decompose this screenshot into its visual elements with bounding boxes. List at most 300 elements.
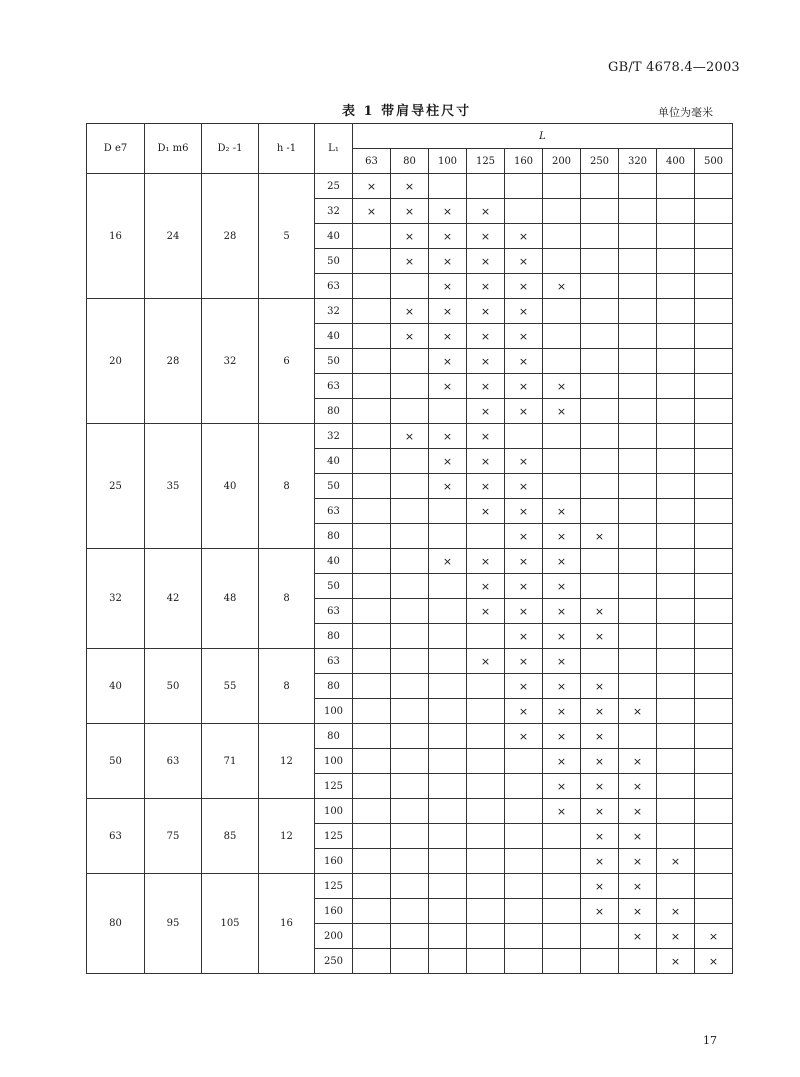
availability-mark: × — [619, 849, 657, 874]
empty-cell — [695, 824, 733, 849]
availability-mark: × — [543, 374, 581, 399]
empty-cell — [619, 349, 657, 374]
availability-mark: × — [505, 499, 543, 524]
empty-cell — [391, 399, 429, 424]
cell-l1: 63 — [315, 599, 353, 624]
empty-cell — [353, 824, 391, 849]
empty-cell — [619, 424, 657, 449]
cell-d: 32 — [87, 549, 145, 649]
availability-mark: × — [543, 674, 581, 699]
empty-cell — [695, 524, 733, 549]
availability-mark: × — [467, 224, 505, 249]
availability-mark: × — [429, 474, 467, 499]
empty-cell — [543, 199, 581, 224]
empty-cell — [581, 924, 619, 949]
empty-cell — [619, 574, 657, 599]
empty-cell — [695, 874, 733, 899]
empty-cell — [581, 374, 619, 399]
availability-mark: × — [505, 674, 543, 699]
empty-cell — [467, 524, 505, 549]
availability-mark: × — [467, 299, 505, 324]
empty-cell — [353, 924, 391, 949]
cell-d2: 55 — [202, 649, 259, 724]
cell-h: 16 — [259, 874, 315, 974]
availability-mark: × — [543, 499, 581, 524]
empty-cell — [353, 724, 391, 749]
l-value-header: 63 — [353, 149, 391, 174]
availability-mark: × — [543, 274, 581, 299]
empty-cell — [391, 924, 429, 949]
cell-l1: 25 — [315, 174, 353, 199]
empty-cell — [657, 874, 695, 899]
availability-mark: × — [695, 949, 733, 974]
empty-cell — [543, 324, 581, 349]
availability-mark: × — [467, 549, 505, 574]
empty-cell — [391, 774, 429, 799]
empty-cell — [581, 449, 619, 474]
availability-mark: × — [619, 699, 657, 724]
empty-cell — [695, 724, 733, 749]
empty-cell — [543, 424, 581, 449]
empty-cell — [353, 299, 391, 324]
empty-cell — [505, 849, 543, 874]
empty-cell — [543, 449, 581, 474]
cell-l1: 80 — [315, 674, 353, 699]
availability-mark: × — [505, 274, 543, 299]
empty-cell — [657, 324, 695, 349]
empty-cell — [657, 524, 695, 549]
empty-cell — [619, 624, 657, 649]
availability-mark: × — [467, 449, 505, 474]
availability-mark: × — [543, 724, 581, 749]
empty-cell — [353, 624, 391, 649]
empty-cell — [467, 849, 505, 874]
table-row — [87, 799, 733, 824]
cell-l1: 40 — [315, 224, 353, 249]
empty-cell — [695, 324, 733, 349]
availability-mark: × — [619, 799, 657, 824]
empty-cell — [429, 574, 467, 599]
empty-cell — [695, 774, 733, 799]
empty-cell — [657, 674, 695, 699]
availability-mark: × — [429, 374, 467, 399]
availability-mark: × — [619, 874, 657, 899]
cell-d2: 48 — [202, 549, 259, 649]
empty-cell — [581, 249, 619, 274]
empty-cell — [467, 174, 505, 199]
empty-cell — [657, 599, 695, 624]
empty-cell — [695, 224, 733, 249]
empty-cell — [353, 699, 391, 724]
empty-cell — [429, 749, 467, 774]
cell-h: 8 — [259, 549, 315, 649]
cell-d: 63 — [87, 799, 145, 874]
availability-mark: × — [467, 649, 505, 674]
availability-mark: × — [581, 624, 619, 649]
availability-mark: × — [581, 524, 619, 549]
availability-mark: × — [467, 249, 505, 274]
empty-cell — [619, 299, 657, 324]
empty-cell — [391, 674, 429, 699]
empty-cell — [391, 549, 429, 574]
empty-cell — [657, 649, 695, 674]
availability-mark: × — [429, 199, 467, 224]
empty-cell — [543, 174, 581, 199]
cell-d2: 85 — [202, 799, 259, 874]
empty-cell — [619, 674, 657, 699]
availability-mark: × — [581, 724, 619, 749]
empty-cell — [391, 624, 429, 649]
empty-cell — [353, 949, 391, 974]
empty-cell — [619, 949, 657, 974]
empty-cell — [391, 799, 429, 824]
availability-mark: × — [657, 899, 695, 924]
availability-mark: × — [429, 549, 467, 574]
empty-cell — [391, 599, 429, 624]
empty-cell — [581, 949, 619, 974]
availability-mark: × — [543, 774, 581, 799]
cell-l1: 125 — [315, 874, 353, 899]
availability-mark: × — [505, 599, 543, 624]
empty-cell — [619, 474, 657, 499]
cell-h: 12 — [259, 799, 315, 874]
availability-mark: × — [657, 949, 695, 974]
cell-d1: 35 — [145, 424, 202, 549]
availability-mark: × — [543, 524, 581, 549]
cell-l1: 160 — [315, 849, 353, 874]
availability-mark: × — [581, 849, 619, 874]
empty-cell — [429, 649, 467, 674]
availability-mark: × — [467, 374, 505, 399]
availability-mark: × — [505, 524, 543, 549]
empty-cell — [543, 899, 581, 924]
cell-h: 6 — [259, 299, 315, 424]
availability-mark: × — [505, 349, 543, 374]
cell-l1: 40 — [315, 449, 353, 474]
cell-l1: 63 — [315, 499, 353, 524]
empty-cell — [619, 599, 657, 624]
empty-cell — [505, 874, 543, 899]
empty-cell — [467, 624, 505, 649]
cell-l1: 200 — [315, 924, 353, 949]
availability-mark: × — [505, 324, 543, 349]
cell-d1: 75 — [145, 799, 202, 874]
availability-mark: × — [505, 574, 543, 599]
availability-mark: × — [505, 299, 543, 324]
empty-cell — [353, 874, 391, 899]
empty-cell — [619, 724, 657, 749]
header-d: D e7 — [87, 124, 145, 174]
availability-mark: × — [581, 599, 619, 624]
availability-mark: × — [543, 624, 581, 649]
empty-cell — [657, 349, 695, 374]
empty-cell — [353, 274, 391, 299]
empty-cell — [543, 849, 581, 874]
header-h: h -1 — [259, 124, 315, 174]
table-row — [87, 424, 733, 449]
availability-mark: × — [467, 399, 505, 424]
availability-mark: × — [429, 274, 467, 299]
empty-cell — [657, 624, 695, 649]
cell-l1: 100 — [315, 699, 353, 724]
empty-cell — [429, 399, 467, 424]
empty-cell — [619, 649, 657, 674]
cell-l1: 80 — [315, 524, 353, 549]
cell-l1: 32 — [315, 199, 353, 224]
empty-cell — [353, 674, 391, 699]
empty-cell — [657, 549, 695, 574]
availability-mark: × — [391, 324, 429, 349]
empty-cell — [581, 349, 619, 374]
empty-cell — [391, 274, 429, 299]
cell-d2: 28 — [202, 174, 259, 299]
cell-h: 8 — [259, 649, 315, 724]
empty-cell — [467, 874, 505, 899]
empty-cell — [619, 499, 657, 524]
empty-cell — [353, 649, 391, 674]
availability-mark: × — [619, 924, 657, 949]
availability-mark: × — [391, 249, 429, 274]
cell-d: 50 — [87, 724, 145, 799]
cell-l1: 50 — [315, 349, 353, 374]
availability-mark: × — [543, 574, 581, 599]
empty-cell — [429, 874, 467, 899]
cell-l1: 32 — [315, 299, 353, 324]
empty-cell — [353, 424, 391, 449]
empty-cell — [429, 899, 467, 924]
cell-d1: 28 — [145, 299, 202, 424]
empty-cell — [657, 724, 695, 749]
empty-cell — [391, 949, 429, 974]
empty-cell — [657, 799, 695, 824]
empty-cell — [581, 474, 619, 499]
availability-mark: × — [505, 449, 543, 474]
empty-cell — [353, 374, 391, 399]
empty-cell — [657, 249, 695, 274]
availability-mark: × — [619, 774, 657, 799]
empty-cell — [505, 799, 543, 824]
empty-cell — [657, 274, 695, 299]
cell-l1: 160 — [315, 899, 353, 924]
cell-d: 20 — [87, 299, 145, 424]
empty-cell — [391, 699, 429, 724]
empty-cell — [581, 199, 619, 224]
empty-cell — [619, 399, 657, 424]
table-title: 表 1 带肩导柱尺寸 — [342, 104, 472, 119]
availability-mark: × — [695, 924, 733, 949]
cell-l1: 80 — [315, 399, 353, 424]
empty-cell — [543, 349, 581, 374]
cell-l1: 50 — [315, 249, 353, 274]
empty-cell — [695, 199, 733, 224]
empty-cell — [695, 599, 733, 624]
availability-mark: × — [657, 849, 695, 874]
empty-cell — [505, 199, 543, 224]
empty-cell — [657, 749, 695, 774]
empty-cell — [581, 499, 619, 524]
cell-d1: 42 — [145, 549, 202, 649]
empty-cell — [619, 549, 657, 574]
empty-cell — [467, 774, 505, 799]
empty-cell — [429, 599, 467, 624]
availability-mark: × — [581, 774, 619, 799]
availability-mark: × — [429, 249, 467, 274]
availability-mark: × — [543, 399, 581, 424]
empty-cell — [543, 224, 581, 249]
empty-cell — [429, 499, 467, 524]
cell-d: 80 — [87, 874, 145, 974]
empty-cell — [619, 524, 657, 549]
availability-mark: × — [467, 599, 505, 624]
empty-cell — [695, 624, 733, 649]
empty-cell — [695, 749, 733, 774]
availability-mark: × — [505, 224, 543, 249]
empty-cell — [657, 574, 695, 599]
availability-mark: × — [581, 749, 619, 774]
empty-cell — [391, 899, 429, 924]
page-number: 17 — [703, 1034, 717, 1047]
empty-cell — [467, 799, 505, 824]
empty-cell — [695, 699, 733, 724]
l-value-header: 125 — [467, 149, 505, 174]
availability-mark: × — [581, 899, 619, 924]
availability-mark: × — [467, 424, 505, 449]
empty-cell — [695, 424, 733, 449]
empty-cell — [619, 449, 657, 474]
empty-cell — [353, 524, 391, 549]
availability-mark: × — [543, 599, 581, 624]
cell-l1: 250 — [315, 949, 353, 974]
availability-mark: × — [505, 249, 543, 274]
empty-cell — [505, 824, 543, 849]
availability-mark: × — [467, 199, 505, 224]
availability-mark: × — [505, 549, 543, 574]
availability-mark: × — [543, 699, 581, 724]
cell-d: 16 — [87, 174, 145, 299]
availability-mark: × — [429, 424, 467, 449]
empty-cell — [505, 174, 543, 199]
empty-cell — [467, 899, 505, 924]
availability-mark: × — [391, 224, 429, 249]
empty-cell — [353, 449, 391, 474]
availability-mark: × — [505, 699, 543, 724]
empty-cell — [581, 649, 619, 674]
availability-mark: × — [543, 749, 581, 774]
cell-l1: 125 — [315, 824, 353, 849]
empty-cell — [429, 624, 467, 649]
empty-cell — [467, 924, 505, 949]
empty-cell — [695, 574, 733, 599]
empty-cell — [429, 524, 467, 549]
header-l: L — [353, 124, 733, 149]
availability-mark: × — [543, 549, 581, 574]
empty-cell — [429, 699, 467, 724]
availability-mark: × — [619, 824, 657, 849]
empty-cell — [581, 399, 619, 424]
empty-cell — [581, 574, 619, 599]
cell-l1: 80 — [315, 724, 353, 749]
cell-d1: 95 — [145, 874, 202, 974]
empty-cell — [353, 599, 391, 624]
table-row — [87, 649, 733, 674]
cell-d1: 50 — [145, 649, 202, 724]
cell-d2: 40 — [202, 424, 259, 549]
empty-cell — [657, 474, 695, 499]
empty-cell — [429, 799, 467, 824]
availability-mark: × — [581, 824, 619, 849]
empty-cell — [695, 349, 733, 374]
empty-cell — [657, 824, 695, 849]
empty-cell — [353, 399, 391, 424]
empty-cell — [353, 324, 391, 349]
empty-cell — [505, 749, 543, 774]
availability-mark: × — [657, 924, 695, 949]
empty-cell — [581, 224, 619, 249]
empty-cell — [619, 199, 657, 224]
l-value-header: 250 — [581, 149, 619, 174]
availability-mark: × — [429, 324, 467, 349]
empty-cell — [391, 874, 429, 899]
empty-cell — [353, 749, 391, 774]
availability-mark: × — [581, 799, 619, 824]
empty-cell — [619, 374, 657, 399]
availability-mark: × — [505, 474, 543, 499]
empty-cell — [429, 824, 467, 849]
empty-cell — [581, 549, 619, 574]
empty-cell — [505, 774, 543, 799]
empty-cell — [695, 499, 733, 524]
availability-mark: × — [467, 499, 505, 524]
availability-mark: × — [505, 374, 543, 399]
cell-d1: 24 — [145, 174, 202, 299]
empty-cell — [543, 249, 581, 274]
empty-cell — [695, 449, 733, 474]
availability-mark: × — [467, 324, 505, 349]
cell-d: 25 — [87, 424, 145, 549]
empty-cell — [353, 899, 391, 924]
unit-note: 单位为毫米 — [658, 106, 713, 119]
empty-cell — [429, 174, 467, 199]
empty-cell — [391, 499, 429, 524]
empty-cell — [353, 799, 391, 824]
header-d2: D₂ -1 — [202, 124, 259, 174]
empty-cell — [353, 849, 391, 874]
empty-cell — [429, 774, 467, 799]
availability-mark: × — [619, 749, 657, 774]
cell-d2: 71 — [202, 724, 259, 799]
cell-d: 40 — [87, 649, 145, 724]
guide-pillar-table — [86, 123, 733, 974]
l-value-header: 320 — [619, 149, 657, 174]
availability-mark: × — [619, 899, 657, 924]
empty-cell — [657, 699, 695, 724]
empty-cell — [391, 449, 429, 474]
availability-mark: × — [581, 674, 619, 699]
empty-cell — [581, 324, 619, 349]
empty-cell — [657, 499, 695, 524]
empty-cell — [467, 724, 505, 749]
empty-cell — [657, 424, 695, 449]
empty-cell — [353, 474, 391, 499]
empty-cell — [619, 274, 657, 299]
empty-cell — [353, 249, 391, 274]
cell-l1: 100 — [315, 749, 353, 774]
empty-cell — [467, 824, 505, 849]
standard-number: GB/T 4678.4—2003 — [608, 60, 740, 75]
availability-mark: × — [543, 799, 581, 824]
cell-l1: 50 — [315, 474, 353, 499]
availability-mark: × — [505, 399, 543, 424]
